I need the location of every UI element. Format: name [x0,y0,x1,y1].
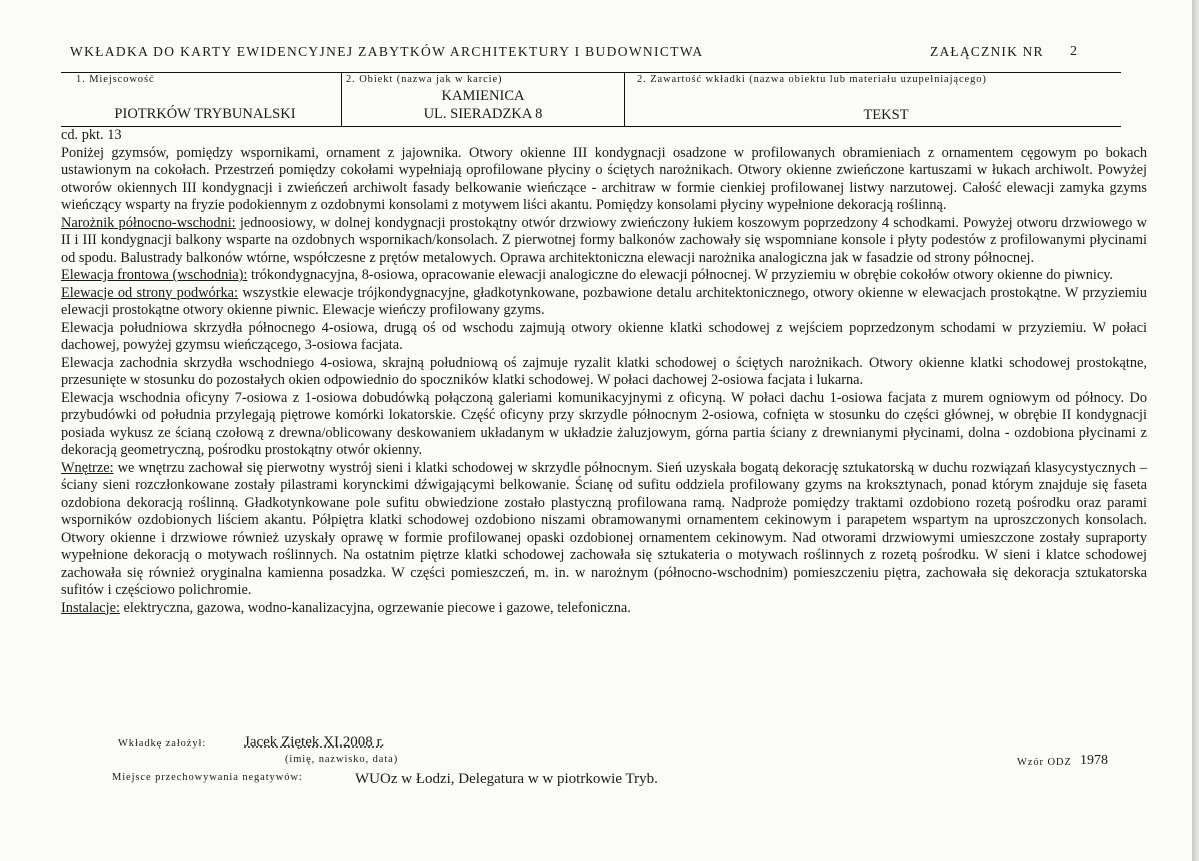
description-text [61,127,1147,617]
object-value-address: UL. SIERADZKA 8 [423,106,543,122]
author-value: Jacek Ziętek XI.2008 r. [244,734,385,750]
form-model-label: Wzór ODZ [1017,757,1072,768]
paragraph-west-elevation: Elewacja zachodnia skrzydła wschodniego 4-osiowa, skrajną południową oś zajmuje ryzalit klatki schodowej o ściętych narożnikach. Otwory okienne klatki schodowej prostokątne, przesunięte w stosunku do pozostałych okien odpowiednio do spoczników klatki schodowej. W połaci dachowej 2-osiowa facjata i lukarna. [61,354,1147,388]
insert-content-label: 2. Zawartość wkładki (nazwa obiektu lub materiału uzupełniającego) [637,74,987,85]
section-heading: Instalacje: [61,599,120,616]
object-value-name: KAMIENICA [441,88,525,104]
storage-label: Miejsce przechowywania negatywów: [112,772,303,783]
storage-value: WUOz w Łodzi, Delegatura w w piotrkowie Tryb. [355,771,658,787]
insert-content-value: TEKST [863,107,909,123]
annex-label: ZAŁĄCZNIK NR [930,44,1044,59]
annex-number: 2 [1070,44,1077,59]
paragraph-front-elevation: Elewacja frontowa (wschodnia): trókondygnacyjna, 8-osiowa, opracowanie elewacji analogiczne do elewacji północnej. W przyziemiu w obrębie cokołów otwory okienne do piwnicy. [61,267,1114,283]
continuation-note: cd. pkt. 13 [61,127,122,143]
section-heading: Narożnik północno-wschodni: [61,214,236,231]
paragraph-installations: Instalacje: elektryczna, gazowa, wodno-kanalizacyjna, ogrzewanie piecowe i gazowe, telefoniczna. [61,599,631,616]
form-title: WKŁADKA DO KARTY EWIDENCYJNEJ ZABYTKÓW ARCHITEKTURY I BUDOWNICTWA [70,44,704,59]
section-heading: Elewacja frontowa (wschodnia): [61,267,248,283]
author-hint: (imię, nazwisko, data) [285,754,399,765]
paragraph-courtyard-elevations: Elewacje od strony podwórka: wszystkie elewacje trójkondygnacyjne, gładkotynkowane, pozbawione detalu architektonicznego, otwory okienne w elewacjach prostokątne. W przyziemiu elewacji prostokątne otwory okienne piwnic. Elewacje wieńczy profilowany gzyms. [61,284,1147,318]
page-edge [1192,0,1199,861]
paragraph-facade-ornament: Poniżej gzymsów, pomiędzy wspornikami, ornament z jajownika. Otwory okienne III kondygnacji osadzone w profilowanych obramieniach z ornamentem cęgowym po bokach ustawionym na cokołach. Przestrzeń pomiędzy cokołami wypełniają oprofilowane płyciny o ściętych narożnikach. Otwory okienne zwieńczone kartuszami w łukach archiwolt. Powyżej otworów okiennych III kondygnacji i zwieńczeń archiwolt fasady belkowanie wieńczące - architraw w formie cienkiej profilowanej listwy narzutowej. Całość elewacji zamyka gzyms wieńczący wsparty na fryzie podokiennym z ozdobnymi konsolami z motywem liści akantu. Pomiędzy konsolami płyciny wypełnione dekoracją roślinną. [61,144,1147,213]
section-heading: Elewacje od strony podwórka: [61,284,239,301]
form-model-year: 1978 [1080,753,1108,768]
locality-label: 1. Miejscowość [76,74,155,85]
paragraph-outbuilding: Elewacja wschodnia oficyny 7-osiowa z 1-osiowa dobudówką połączoną galeriami komunikacyjnymi z oficyną. W połaci dachu 1-osiowa facjata z murem ogniowym od północy. Do przybudówki od południa przylegają piętrowe komórki lokatorskie. Część oficyny przy skrzydle północnym 2-osiowa, cofnięta w stosunku do części głównej, w obrębie II kondygnacji posiada wykusz ze ścianą czołową z drewna/oblicowany deskowaniem układanym w układzie żaluzjowym, górna partia ściany z drewnianymi płycinami, dolna - ozdobiona płycinami z dekoracją geometryczną, pośrodku prostokątny otwór okienny. [61,389,1147,458]
locality-value: PIOTRKÓW TRYBUNALSKI [114,106,296,122]
object-label: 2. Obiekt (nazwa jak w karcie) [346,74,503,85]
section-heading: Wnętrze: [61,459,114,476]
paragraph-northeast-corner: Narożnik północno-wschodni: jednoosiowy, w dolnej kondygnacji prostokątny otwór drzwiowy zwieńczony łukiem koszowym poprzedzony 4 schodkami. Powyżej otworu drzwiowego w II i III kondygnacji balkony wsparte na ozdobnych wspornikach/konsolach. Z pierwotnej formy balkonów zachowały się wspomniane konsole i płyty podestów z profilowanymi płycinami od spodu. Balustrady balkonów wtórne, współczesne z prętów metalowych. Oprawa architektoniczna elewacji narożnika analogiczna jak w fasadzie od strony północnej. [61,214,1147,266]
paragraph-interior: Wnętrze: we wnętrzu zachował się pierwotny wystrój sieni i klatki schodowej w skrzydle północnym. Sień uzyskała bogatą dekorację sztukatorską w duchu rozwiązań klasycystycznych – ściany sieni rozczłonkowane zostały pilastrami korynckimi dźwigającymi belkowanie. Ścianę od sufitu oddziela profilowany gzyms na kroksztynach, ponad którym znajduje się faseta ozdobiona dekoracją roślinną. Gładkotynkowane pole sufitu obwiedzione zostało plastyczną profilowana ramą. Nadproże pomiędzy traktami ozdobiono rozetą pośrodku oraz parami wsporników ozdobionych liściem akantu. Półpiętra klatki schodowej ozdobiono niszami obramowanymi ornamentem cekinowym i parapetem wspartym na uproszczonych konsolach. Otwory okienne i drzwiowe również uzyskały oprawę w formie profilowanej opaski ozdobionej ornamentem cekinowym. Nad otworami drzwiowymi umieszczone zostały supraporty wypełnione dekoracją o motywach roślinnych. Na ostatnim piętrze klatki schodowej zachowała się sztukateria o motywach roślinnych z rozetą pośrodku. W sieni i klatce schodowej zachowała się również oryginalna kamienna posadzka. W części pomieszczeń, m. in. w narożnym (północno-wschodnim) pomieszczeniu piętra, zachowała się dekoracja sztukatorska sufitów i częściowo polichromie. [61,459,1147,598]
author-label: Wkładkę założył: [118,738,207,749]
paragraph-south-elevation: Elewacja południowa skrzydła północnego 4-osiowa, drugą oś od wschodu zajmują otwory okienne klatki schodowej z wejściem poprzedzonym schodami w przyziemiu. W połaci dachowej, powyżej gzymsu wieńczącego, 3-osiowa facjata. [61,319,1147,353]
